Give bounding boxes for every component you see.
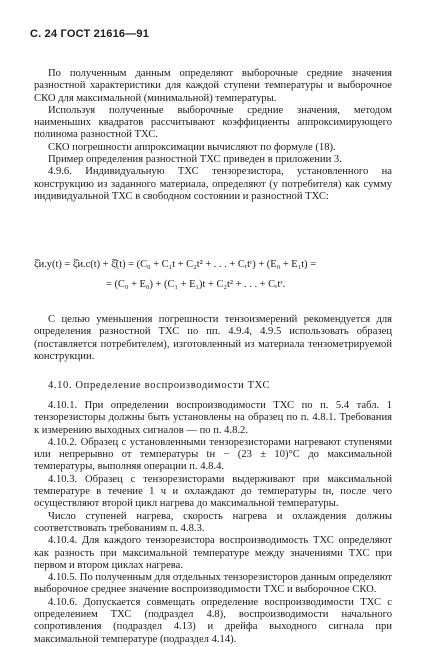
paragraph: 4.10.1. При определении воспроизводимости ТХС по п. 5.4 табл. 1 тензорезисторы должны быть установлены на образец по п. 4.8.1. Требования к измерению выходных сигналов — по п. 4.8.2. — [34, 400, 392, 436]
paragraph: 4.9.6. Индивидуальную ТХС тензорезистора, установленного на конструкцию из заданного материала, определяют (у потребителя) как сумму индивидуальной ТХС в свободном состоянии и разностной ТХС: — [34, 166, 392, 202]
page-header: С. 24 ГОСТ 21616—91 — [30, 28, 150, 40]
section-heading: 4.10. Определение воспроизводимости ТХС — [48, 380, 271, 391]
paragraph: По полученным данным определяют выборочные средние значения разностной характеристики для каждой ступени температуры и выборочное СКО для максимальной (минимальной) температуры. — [34, 68, 392, 104]
section-4-10 — [34, 380, 392, 392]
paragraph: Используя полученные выборочные средние значения, методом наименьших квадратов рассчитывают коэффициенты аппроксимирующего полинома разностной ТХС. — [34, 104, 392, 141]
paragraph: Пример определения разностной ТХС приведен в приложении 3. — [48, 154, 342, 166]
formula-line-1: ξ̂и.у(t) = ξ̂и.с(t) + ξ̂̂(t) = (C₀ + C₁t + C₂t² + . . . + Cᵣtʳ) + (E₀ + E₁t) = — [34, 259, 317, 270]
body-block-mid — [34, 314, 392, 363]
paragraph: 4.10.3. Образец с тензорезисторами выдерживают при максимальной температуре в течение 1 ч и охлаждают до температуры tн, после чего осуществляют второй цикл нагрева до максимальной температуры. — [34, 473, 392, 510]
formula-line-2: = (C₀ + E₀) + (C₁ + E₁)t + C₂t² + . . . + Cᵣtʳ. — [106, 279, 286, 290]
paragraph: 4.10.2. Образец с установленными тензорезисторами нагревают ступенями или непрерывно от температуры tн − (23 ± 10)°С до максимальной температуры, выполняя операции п. 4.8.4. — [34, 436, 392, 473]
body-block-top — [34, 68, 392, 203]
paragraph: Число ступеней нагрева, скорость нагрева и охлаждения должны соответствовать требованиям п. 4.8.3. — [34, 510, 392, 534]
paragraph: 4.10.6. Допускается совмещать определение воспроизводимости ТХС с определением ТХС (подраздел 4.8), воспроизводимости начального сопротивления (подраздел 4.13) и дрейфа выходного сигнала при максимальной температуре (подраздел 4.14). — [34, 596, 392, 645]
paragraph: 4.10.5. По полученным для отдельных тензорезисторов данным определяют выборочное среднее значение воспроизводимости ТХС и выборочное СКО. — [34, 572, 392, 596]
formula — [34, 258, 392, 292]
paragraph: СКО погрешности аппроксимации вычисляют по формуле (18). — [48, 141, 336, 153]
paragraph: С целью уменьшения погрешности тензоизмерений рекомендуется для определения разностной ТХС по пп. 4.9.4, 4.9.5 использовать образец (поставляется потребителем), изготовленный из материала тензометрируемой конструкции. — [34, 314, 392, 362]
body-block-bottom — [34, 400, 392, 646]
paragraph: 4.10.4. Для каждого тензорезистора воспроизводимость ТХС определяют как разность при максимальной температуре между значениями ТХС при первом и втором циклах нагрева. — [34, 535, 392, 571]
